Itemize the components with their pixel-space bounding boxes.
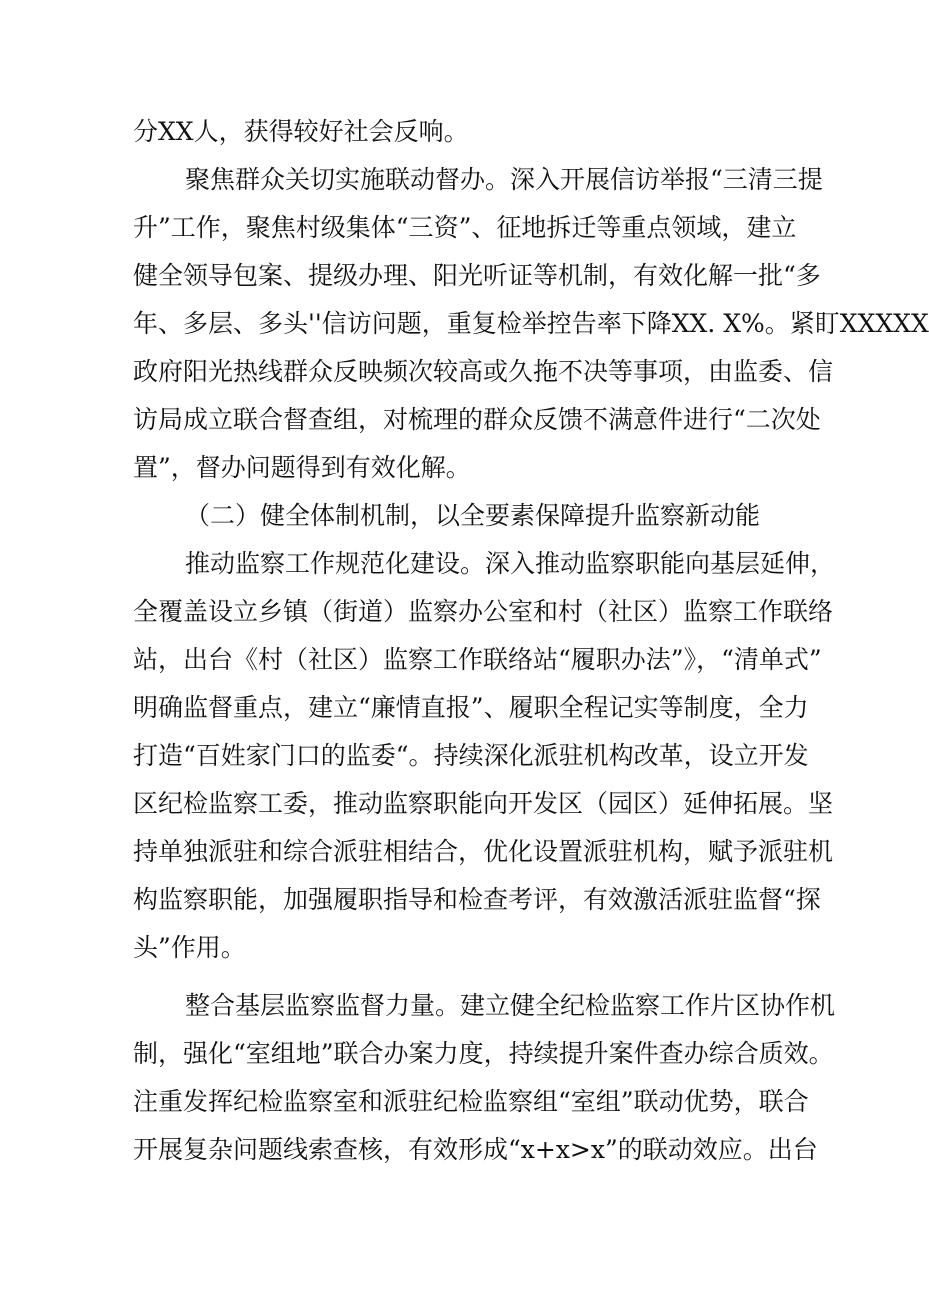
text-line: 构监察职能，加强履职指导和检查考评，有效激活派驻监督“探 (133, 885, 821, 914)
text-line: 明确监督重点，建立“廉情直报”、履职全程记实等制度，全力 (133, 693, 809, 722)
document-body (133, 108, 929, 1174)
text-line: 置”，督办问题得到有效化解。 (133, 453, 471, 482)
paragraph-joint-supervision (133, 156, 929, 492)
text-line: 分XX人，获得较好社会反响。 (133, 117, 469, 146)
text-line: 整合基层监察监督力量。建立健全纪检监察工作片区协作机 (185, 991, 836, 1020)
text-line: 制，强化“室组地”联合办案力度，持续提升案件查办综合质效。 (133, 1039, 834, 1068)
text-line: 区纪检监察工委，推动监察职能向开发区（园区）延伸拓展。坚 (133, 789, 834, 818)
paragraph-integration (133, 982, 836, 1174)
section-heading: （二）健全体制机制，以全要素保障提升监察新动能 (185, 501, 761, 530)
text-line: 健全领导包案、提级办理、阳光听证等机制，有效化解一批“多 (133, 261, 821, 290)
paragraph-gap (133, 972, 805, 982)
text-line: 持单独派驻和综合派驻相结合，优化设置派驻机构，赋予派驻机 (133, 837, 834, 866)
text-line: 站，出台《村（社区）监察工作联络站“履职办法”》，“清单式” (133, 645, 822, 674)
text-line: 访局成立联合督查组，对梳理的群众反馈不满意件进行“二次处 (133, 405, 821, 434)
text-line: 全覆盖设立乡镇（街道）监察办公室和村（社区）监察工作联络 (133, 597, 834, 626)
text-line: 头”作用。 (133, 933, 246, 962)
text-line: 政府阳光热线群众反映频次较高或久拖不决等事项，由监委、信 (133, 357, 834, 386)
text-line: 注重发挥纪检监察室和派驻纪检监察组“室组”联动优势，联合 (133, 1087, 809, 1116)
text-line: 打造“百姓家门口的监委“。持续深化派驻机构改革，设立开发 (133, 741, 809, 770)
paragraph-standardization (133, 540, 836, 972)
text-line: 聚焦群众关切实施联动督办。深入开展信访举报“三清三提 (185, 165, 823, 194)
text-line: 推动监察工作规范化建设。深入推动监察职能向基层延伸， (185, 549, 836, 578)
paragraph-continuation (133, 108, 805, 156)
text-line: 升”工作，聚焦村级集体“三资”、征地拆迁等重点领域，建立 (133, 213, 797, 242)
text-line: 开展复杂问题线索查核，有效形成“x+x>x”的联动效应。出台 (133, 1135, 818, 1164)
text-line: 年、多层、多头''信访问题，重复检举控告率下降XX. X%。紧盯XXXXX (133, 309, 929, 338)
